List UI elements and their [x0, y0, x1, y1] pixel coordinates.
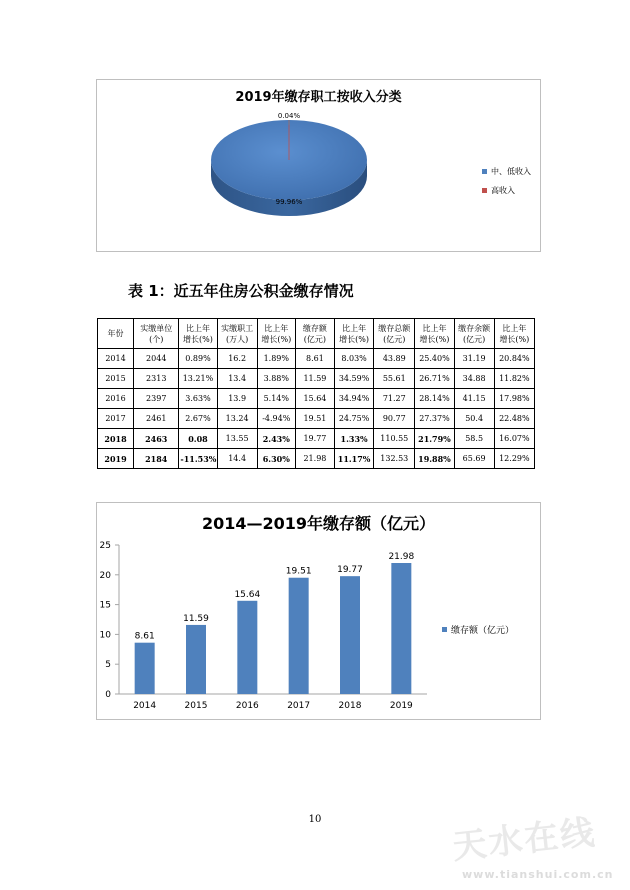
- table-cell: 24.75%: [335, 409, 374, 429]
- table-cell: 17.98%: [494, 389, 534, 409]
- table-header-cell: [494, 319, 534, 349]
- table-header-text: 缴存余额: [458, 323, 491, 333]
- table-cell: -4.94%: [257, 409, 295, 429]
- table-header-text: (亿元): [463, 334, 486, 344]
- table-header-cell: [454, 319, 494, 349]
- table-cell: 2184: [134, 449, 179, 469]
- table-cell: 71.27: [374, 389, 415, 409]
- table-cell: 8.03%: [335, 349, 374, 369]
- table-cell: 90.77: [374, 409, 415, 429]
- x-tick-label: 2016: [235, 701, 259, 711]
- bar-legend: [442, 623, 514, 644]
- table-header-text: 比上年: [264, 323, 289, 333]
- x-tick-label: 2015: [184, 701, 208, 711]
- table-cell: 31.19: [454, 349, 494, 369]
- table-cell: 0.89%: [179, 349, 217, 369]
- table-cell: 22.48%: [494, 409, 534, 429]
- table-cell: 132.53: [374, 449, 415, 469]
- pie-legend-item-high: [482, 185, 531, 196]
- table-cell: 15.64: [295, 389, 334, 409]
- table-cell: 20.84%: [494, 349, 534, 369]
- table-header-text: 比上年: [342, 323, 367, 333]
- table-cell: 110.55: [374, 429, 415, 449]
- pie-chart: [97, 80, 540, 251]
- table-cell: 1.33%: [335, 429, 374, 449]
- table-cell: 12.29%: [494, 449, 534, 469]
- table-cell: 2.43%: [257, 429, 295, 449]
- x-tick-label: 2018: [338, 701, 362, 711]
- y-tick-label: 25: [99, 541, 111, 551]
- bar-value-label: 15.64: [234, 589, 261, 600]
- table-header-text: 缴存总额: [378, 323, 411, 333]
- table-cell: 34.88: [454, 369, 494, 389]
- table-cell: 13.55: [217, 429, 257, 449]
- table-cell: 2019: [98, 449, 134, 469]
- bar-legend-item: [442, 623, 514, 636]
- table-header-text: 实缴单位(个): [140, 323, 173, 344]
- bar-2017: [289, 578, 309, 694]
- table-cell: 13.4: [217, 369, 257, 389]
- table-header-cell: [217, 319, 257, 349]
- watermark-url: www.tianshui.com.cn: [462, 868, 614, 881]
- table-cell: 6.30%: [257, 449, 295, 469]
- table-cell: 19.77: [295, 429, 334, 449]
- bar-legend-label: 缴存额（亿元）: [451, 626, 515, 636]
- table-cell: 0.08: [179, 429, 217, 449]
- bar-2014: [135, 643, 155, 694]
- bar-value-label: 8.61: [134, 631, 155, 642]
- table-header-text: 增长(%): [261, 334, 292, 344]
- bar-value-label: 19.51: [285, 566, 312, 577]
- table-cell: 2017: [98, 409, 134, 429]
- y-tick-label: 20: [99, 570, 111, 581]
- table-header-text: (亿元): [383, 334, 406, 344]
- pie-label-large: 99.96%: [275, 198, 303, 206]
- x-tick-label: 2019: [389, 701, 413, 711]
- pie-label-small: 0.04%: [277, 112, 301, 120]
- table-row: [98, 389, 535, 409]
- bar-chart-title: 2014—2019年缴存额（亿元）: [201, 514, 436, 533]
- table-header-text: 比上年: [185, 323, 210, 333]
- table-header-cell: [415, 319, 454, 349]
- table-cell: 27.37%: [415, 409, 454, 429]
- table-header-text: 增长(%): [183, 334, 213, 344]
- table-header-cell: [179, 319, 217, 349]
- table-row: [98, 449, 535, 469]
- pie-legend: [482, 166, 531, 204]
- table-cell: 2044: [134, 349, 179, 369]
- page-number: 10: [308, 814, 322, 825]
- table-header-text: 缴存额: [302, 323, 327, 333]
- table-cell: 21.98: [295, 449, 334, 469]
- table-header-cell: [98, 319, 134, 349]
- table-cell: 2463: [134, 429, 179, 449]
- table-cell: 2461: [134, 409, 179, 429]
- legend-swatch-red: [482, 188, 487, 193]
- table-cell: 5.14%: [257, 389, 295, 409]
- bar-value-label: 11.59: [183, 613, 209, 624]
- table-header-row: [98, 319, 535, 349]
- watermark: [452, 812, 622, 882]
- table-cell: 11.82%: [494, 369, 534, 389]
- table-cell: 13.9: [217, 389, 257, 409]
- table-cell: 55.61: [374, 369, 415, 389]
- table-cell: 25.40%: [415, 349, 454, 369]
- pie-legend-item-mid-low: [482, 166, 531, 177]
- table-cell: 13.21%: [179, 369, 217, 389]
- legend-swatch-blue: [482, 169, 487, 174]
- table-header-text: 增长(%): [499, 334, 530, 344]
- table-header-text: (亿元): [303, 334, 327, 344]
- y-tick-label: 0: [105, 690, 111, 700]
- table-cell: 16.2: [217, 349, 257, 369]
- table-header-cell: [374, 319, 415, 349]
- table-header-cell: [335, 319, 374, 349]
- table-cell: 19.51: [295, 409, 334, 429]
- table-header-text: 年份: [107, 329, 124, 338]
- bar-value-label: 21.98: [388, 551, 415, 562]
- y-tick-label: 10: [99, 630, 111, 641]
- x-tick-label: 2014: [133, 701, 157, 711]
- table-cell: 16.07%: [494, 429, 534, 449]
- table-row: [98, 409, 535, 429]
- table-cell: 26.71%: [415, 369, 454, 389]
- table-title: 表 1：近五年住房公积金缴存情况: [128, 282, 354, 300]
- table-cell: 21.79%: [415, 429, 454, 449]
- table-cell: 2313: [134, 369, 179, 389]
- table-row: [98, 349, 535, 369]
- table-cell: 1.89%: [257, 349, 295, 369]
- table-cell: 8.61: [295, 349, 334, 369]
- bar-chart-frame: [96, 502, 541, 720]
- table-header-text: (万人): [226, 334, 249, 344]
- table-cell: 2015: [98, 369, 134, 389]
- table-cell: 3.88%: [257, 369, 295, 389]
- table-header-text: 实缴职工: [221, 323, 254, 333]
- table-header-text: 比上年: [502, 323, 527, 333]
- table-cell: 2014: [98, 349, 134, 369]
- table-header-text: 增长(%): [419, 334, 450, 344]
- table-cell: 2018: [98, 429, 134, 449]
- table-cell: -11.53%: [179, 449, 217, 469]
- bar-chart: [97, 503, 540, 719]
- table-header-cell: [295, 319, 334, 349]
- table-cell: 50.4: [454, 409, 494, 429]
- table-cell: 41.15: [454, 389, 494, 409]
- bar-value-label: 19.77: [337, 565, 363, 576]
- table-header-text: 增长(%): [339, 334, 369, 344]
- table-cell: 13.24: [217, 409, 257, 429]
- table-cell: 2397: [134, 389, 179, 409]
- y-tick-label: 15: [99, 600, 111, 611]
- table-cell: 28.14%: [415, 389, 454, 409]
- watermark-logo: 天水在线: [450, 812, 599, 868]
- table-cell: 43.89: [374, 349, 415, 369]
- table-cell: 11.59: [295, 369, 334, 389]
- table-cell: 2.67%: [179, 409, 217, 429]
- bar-2018: [340, 576, 360, 694]
- table-header-text: 比上年: [422, 323, 447, 333]
- deposit-table: [97, 318, 535, 469]
- table-cell: 34.94%: [335, 389, 374, 409]
- table-header-cell: [134, 319, 179, 349]
- table-cell: 14.4: [217, 449, 257, 469]
- table-cell: 34.59%: [335, 369, 374, 389]
- table-row: [98, 369, 535, 389]
- table-cell: 3.63%: [179, 389, 217, 409]
- x-tick-label: 2017: [287, 701, 311, 711]
- table-cell: 58.5: [454, 429, 494, 449]
- legend-swatch-blue: [442, 627, 447, 632]
- table-cell: 65.69: [454, 449, 494, 469]
- table-row: [98, 429, 535, 449]
- bar-2016: [237, 601, 257, 694]
- bar-2015: [186, 625, 206, 694]
- pie-legend-label: 高收入: [491, 186, 515, 195]
- table-cell: 11.17%: [335, 449, 374, 469]
- y-tick-label: 5: [105, 660, 111, 671]
- pie-chart-frame: [96, 79, 541, 252]
- table-cell: 19.88%: [415, 449, 454, 469]
- pie-chart-title: 2019年缴存职工按收入分类: [235, 90, 402, 105]
- pie-legend-label: 中、低收入: [491, 167, 531, 176]
- bar-2019: [391, 563, 411, 694]
- table-header-cell: [257, 319, 295, 349]
- table-cell: 2016: [98, 389, 134, 409]
